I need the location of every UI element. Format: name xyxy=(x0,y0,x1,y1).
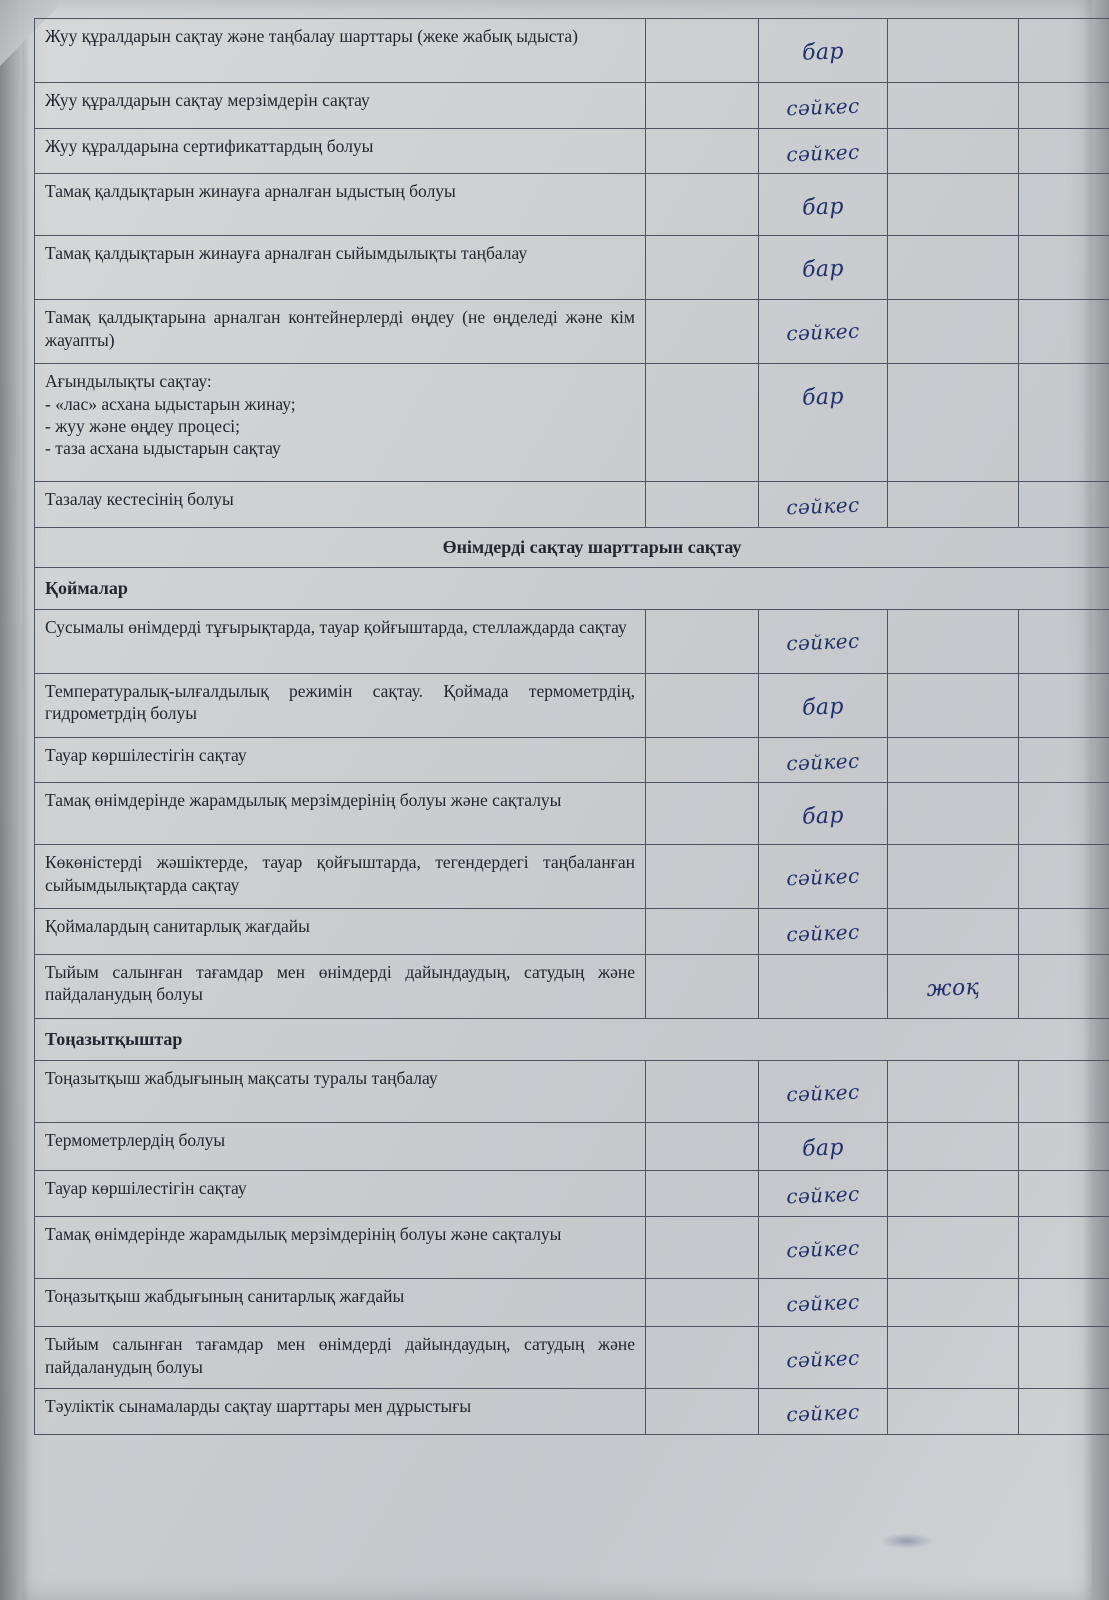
handwritten-mark: сәйкес xyxy=(785,748,861,776)
column-d-cell[interactable] xyxy=(888,909,1019,955)
column-b-cell[interactable] xyxy=(646,364,759,482)
handwritten-mark: сәйкес xyxy=(785,1079,861,1107)
column-b-cell[interactable] xyxy=(646,1061,759,1123)
table-row xyxy=(35,609,1109,673)
column-c-cell[interactable] xyxy=(759,1327,888,1389)
checklist-item-label: Тамақ қалдықтарын жинауға арналған ыдыстың болуы xyxy=(35,174,646,236)
column-b-cell[interactable] xyxy=(646,845,759,909)
checklist-item-label: Термометрлердің болуы xyxy=(35,1123,646,1171)
table-row xyxy=(35,737,1109,783)
checklist-item-label: Тазалау кестесінің болуы xyxy=(35,482,646,528)
checklist-item-label: Тыйым салынған тағамдар мен өнімдерді дайындаудың, сатудың және пайдаланудың болуы xyxy=(35,955,646,1019)
column-b-cell[interactable] xyxy=(646,300,759,364)
handwritten-mark: сәйкес xyxy=(785,1345,861,1373)
column-d-cell[interactable] xyxy=(888,673,1019,737)
checklist-item-label: Тамақ өнімдерінде жарамдылық мерзімдерінің болуы және сақталуы xyxy=(35,783,646,845)
handwritten-mark: бар xyxy=(801,256,845,283)
column-b-cell[interactable] xyxy=(646,128,759,174)
handwritten-mark: бар xyxy=(801,39,845,66)
column-b-cell[interactable] xyxy=(646,174,759,236)
column-b-cell[interactable] xyxy=(646,737,759,783)
column-c-cell[interactable] xyxy=(759,1061,888,1123)
table-section-row xyxy=(35,527,1109,567)
table-row xyxy=(35,909,1109,955)
table-row xyxy=(35,955,1109,1019)
column-b-cell[interactable] xyxy=(646,909,759,955)
column-e-cell[interactable] xyxy=(1019,673,1109,737)
column-e-cell[interactable] xyxy=(1019,83,1109,129)
checklist-item-label: Тоңазытқыш жабдығының мақсаты туралы таңбалау xyxy=(35,1061,646,1123)
handwritten-mark: сәйкес xyxy=(785,139,861,166)
column-d-cell[interactable] xyxy=(888,955,1019,1019)
table-row xyxy=(35,1279,1109,1327)
column-c-cell[interactable] xyxy=(759,19,888,83)
checklist-item-label: Көкөністерді жәшіктерде, тауар қойғыштарда, тегендердегі таңбаланған сыйымдылықтарда сақтау xyxy=(35,845,646,909)
left-edge-shadow xyxy=(0,0,30,1600)
column-b-cell[interactable] xyxy=(646,1327,759,1389)
table-row xyxy=(35,482,1109,528)
column-e-cell[interactable] xyxy=(1019,1061,1109,1123)
column-d-cell[interactable] xyxy=(888,845,1019,909)
column-e-cell[interactable] xyxy=(1019,236,1109,300)
column-e-cell[interactable] xyxy=(1019,174,1109,236)
column-d-cell[interactable] xyxy=(888,1171,1019,1217)
column-b-cell[interactable] xyxy=(646,1389,759,1435)
column-d-cell[interactable] xyxy=(888,783,1019,845)
handwritten-mark: сәйкес xyxy=(785,318,861,346)
column-e-cell[interactable] xyxy=(1019,1279,1109,1327)
column-c-cell[interactable] xyxy=(759,909,888,955)
column-b-cell[interactable] xyxy=(646,955,759,1019)
column-e-cell[interactable] xyxy=(1019,1171,1109,1217)
column-e-cell[interactable] xyxy=(1019,1389,1109,1435)
column-e-cell[interactable] xyxy=(1019,1123,1109,1171)
column-e-cell[interactable] xyxy=(1019,1217,1109,1279)
column-e-cell[interactable] xyxy=(1019,128,1109,174)
column-d-cell[interactable] xyxy=(888,174,1019,236)
table-row xyxy=(35,1327,1109,1389)
handwritten-mark: сәйкес xyxy=(785,628,861,656)
column-c-cell[interactable] xyxy=(759,300,888,364)
table-row xyxy=(35,19,1109,83)
table-row xyxy=(35,174,1109,236)
column-e-cell[interactable] xyxy=(1019,609,1109,673)
column-b-cell[interactable] xyxy=(646,1279,759,1327)
handwritten-mark: бар xyxy=(801,803,845,831)
column-b-cell[interactable] xyxy=(646,19,759,83)
column-c-cell[interactable] xyxy=(759,128,888,174)
checklist-item-label: Тоңазытқыш жабдығының санитарлық жағдайы xyxy=(35,1279,646,1327)
table-row xyxy=(35,1389,1109,1435)
handwritten-mark: бар xyxy=(801,1135,845,1162)
column-b-cell[interactable] xyxy=(646,83,759,129)
ink-smudge xyxy=(880,1533,934,1549)
column-b-cell[interactable] xyxy=(646,783,759,845)
column-b-cell[interactable] xyxy=(646,609,759,673)
inspection-checklist-table xyxy=(34,18,1109,1435)
table-row xyxy=(35,300,1109,364)
column-d-cell[interactable] xyxy=(888,128,1019,174)
column-b-cell[interactable] xyxy=(646,482,759,528)
handwritten-mark: сәйкес xyxy=(785,864,861,891)
column-c-cell[interactable] xyxy=(759,83,888,129)
column-d-cell[interactable] xyxy=(888,236,1019,300)
column-d-cell[interactable] xyxy=(888,1389,1019,1435)
column-e-cell[interactable] xyxy=(1019,909,1109,955)
handwritten-mark: сәйкес xyxy=(785,1289,861,1317)
table-subsection-row xyxy=(35,1019,1109,1061)
table-row xyxy=(35,1217,1109,1279)
column-c-cell[interactable] xyxy=(759,845,888,909)
column-b-cell[interactable] xyxy=(646,673,759,737)
column-d-cell[interactable] xyxy=(888,83,1019,129)
column-c-cell[interactable] xyxy=(759,783,888,845)
column-d-cell[interactable] xyxy=(888,364,1019,482)
column-d-cell[interactable] xyxy=(888,482,1019,528)
column-d-cell[interactable] xyxy=(888,609,1019,673)
handwritten-mark: сәйкес xyxy=(785,1181,861,1209)
subsection-title: Тоңазытқыштар xyxy=(35,1019,1109,1061)
column-e-cell[interactable] xyxy=(1019,845,1109,909)
column-e-cell[interactable] xyxy=(1019,19,1109,83)
section-title: Өнімдерді сақтау шарттарын сақтау xyxy=(35,527,1109,567)
column-d-cell[interactable] xyxy=(888,1217,1019,1279)
table-row xyxy=(35,673,1109,737)
column-e-cell[interactable] xyxy=(1019,482,1109,528)
checklist-item-label: Тауар көршілестігін сақтау xyxy=(35,1171,646,1217)
column-c-cell[interactable] xyxy=(759,673,888,737)
checklist-item-label: Температуралық-ылғалдылық режимін сақтау. Қоймада термометрдің, гидрометрдің болуы xyxy=(35,673,646,737)
column-e-cell[interactable] xyxy=(1019,955,1109,1019)
column-c-cell[interactable] xyxy=(759,609,888,673)
handwritten-mark: бар xyxy=(801,694,845,721)
checklist-item-label: Жуу құралдарын сақтау және таңбалау шарттары (жеке жабық ыдыста) xyxy=(35,19,646,83)
subsection-title: Қоймалар xyxy=(35,567,1109,609)
column-d-cell[interactable] xyxy=(888,1327,1019,1389)
table-row xyxy=(35,1061,1109,1123)
column-e-cell[interactable] xyxy=(1019,1327,1109,1389)
column-c-cell[interactable] xyxy=(759,1389,888,1435)
column-c-cell[interactable] xyxy=(759,737,888,783)
column-c-cell[interactable] xyxy=(759,955,888,1019)
table-row xyxy=(35,845,1109,909)
checklist-item-label: Тамақ өнімдерінде жарамдылық мерзімдерінің болуы және сақталуы xyxy=(35,1217,646,1279)
handwritten-mark: жоқ xyxy=(926,975,980,1003)
column-d-cell[interactable] xyxy=(888,737,1019,783)
column-c-cell[interactable] xyxy=(759,1217,888,1279)
checklist-item-label: Жуу құралдарын сақтау мерзімдерін сақтау xyxy=(35,83,646,129)
column-d-cell[interactable] xyxy=(888,1279,1019,1327)
column-d-cell[interactable] xyxy=(888,1123,1019,1171)
checklist-item-label: Жуу құралдарына сертификаттардың болуы xyxy=(35,128,646,174)
column-b-cell[interactable] xyxy=(646,1171,759,1217)
column-c-cell[interactable] xyxy=(759,236,888,300)
column-d-cell[interactable] xyxy=(888,19,1019,83)
table-row xyxy=(35,1123,1109,1171)
checklist-item-label: Тыйым салынған тағамдар мен өнімдерді дайындаудың, сатудың және пайдаланудың болуы xyxy=(35,1327,646,1389)
checklist-item-label: Сусымалы өнімдерді тұғырықтарда, тауар қойғыштарда, стеллаждарда сақтау xyxy=(35,609,646,673)
handwritten-mark: бар xyxy=(801,384,845,411)
column-c-cell[interactable] xyxy=(759,1123,888,1171)
column-d-cell[interactable] xyxy=(888,1061,1019,1123)
column-b-cell[interactable] xyxy=(646,1217,759,1279)
column-e-cell[interactable] xyxy=(1019,783,1109,845)
column-e-cell[interactable] xyxy=(1019,300,1109,364)
table-row xyxy=(35,364,1109,482)
table-row xyxy=(35,128,1109,174)
column-c-cell[interactable] xyxy=(759,174,888,236)
checklist-item-label: Тауар көршілестігін сақтау xyxy=(35,737,646,783)
handwritten-mark: сәйкес xyxy=(785,1399,861,1427)
handwritten-mark: бар xyxy=(801,194,845,221)
table-row xyxy=(35,783,1109,845)
handwritten-mark: сәйкес xyxy=(785,1235,861,1263)
column-c-cell[interactable] xyxy=(759,1279,888,1327)
column-d-cell[interactable] xyxy=(888,300,1019,364)
checklist-item-label: Қоймалардың санитарлық жағдайы xyxy=(35,909,646,955)
table-row xyxy=(35,236,1109,300)
column-c-cell[interactable] xyxy=(759,364,888,482)
checklist-item-label: Тамақ қалдықтарына арналган контейнерлерді өңдеу (не өңделеді және кім жауапты) xyxy=(35,300,646,364)
column-c-cell[interactable] xyxy=(759,1171,888,1217)
checklist-item-label: Ағындылықты сақтау: - «лас» асхана ыдыстарын жинау; - жуу және өңдеу процесі; - таза асхана ыдыстарын сақтау xyxy=(35,364,646,482)
handwritten-mark: сәйкес xyxy=(785,492,861,520)
column-e-cell[interactable] xyxy=(1019,364,1109,482)
checklist-item-label: Тамақ қалдықтарын жинауға арналған сыйымдылықты таңбалау xyxy=(35,236,646,300)
column-e-cell[interactable] xyxy=(1019,737,1109,783)
column-c-cell[interactable] xyxy=(759,482,888,528)
handwritten-mark: сәйкес xyxy=(785,920,861,947)
table-row xyxy=(35,83,1109,129)
handwritten-mark: сәйкес xyxy=(785,93,861,121)
column-b-cell[interactable] xyxy=(646,1123,759,1171)
table-subsection-row xyxy=(35,567,1109,609)
column-b-cell[interactable] xyxy=(646,236,759,300)
checklist-item-label: Тәуліктік сынамаларды сақтау шарттары мен дұрыстығы xyxy=(35,1389,646,1435)
table-row xyxy=(35,1171,1109,1217)
